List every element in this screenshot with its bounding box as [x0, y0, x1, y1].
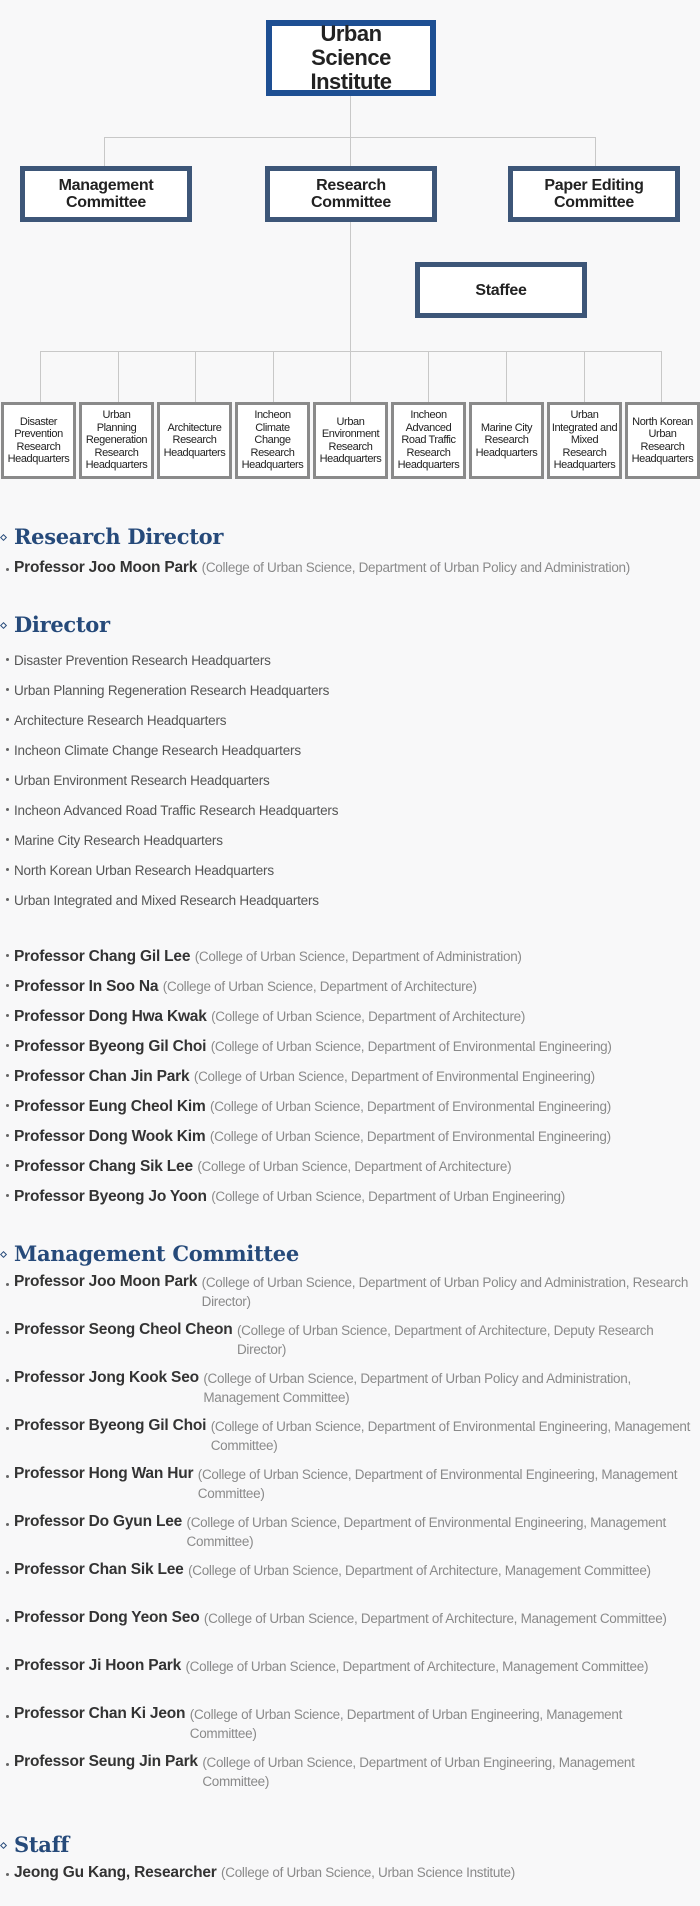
staffee-box: Staffee: [415, 262, 587, 318]
list-item: Marine City Research Headquarters: [0, 826, 700, 856]
research-director-section: [0, 524, 700, 580]
bullet-icon: [6, 1164, 9, 1167]
dept-box-urban-integrated-mixed: Urban Integrated and Mixed Research Headquarters: [547, 402, 622, 479]
bullet-icon: [6, 1523, 9, 1526]
dept-box-urban-environment: Urban Environment Research Headquarters: [313, 402, 388, 479]
bullet-icon: [6, 778, 9, 781]
dept-box-architecture: Architecture Research Headquarters: [157, 402, 232, 479]
bullet-icon: [6, 1379, 9, 1382]
list-item: Professor Chan Sik Lee (College of Urban Science, Department of Architecture, Management Committee): [0, 1559, 700, 1607]
connector-line: [584, 351, 585, 403]
list-item: Professor Byeong Gil Choi (College of Urban Science, Department of Environmental Engineering): [0, 1032, 700, 1062]
research-committee-box: Research Committee: [265, 166, 437, 222]
org-root-box: Urban Science Institute: [266, 20, 436, 96]
bullet-icon: [6, 1763, 9, 1766]
diamond-icon: [0, 1842, 7, 1849]
bullet-icon: [6, 838, 9, 841]
bullet-icon: [6, 1619, 9, 1622]
list-item: Professor Ji Hoon Park (College of Urban Science, Department of Architecture, Management Committee): [0, 1655, 700, 1703]
list-item: Jeong Gu Kang, Researcher (College of Urban Science, Urban Science Institute): [0, 1861, 700, 1885]
list-item: Urban Integrated and Mixed Research Headquarters: [0, 886, 700, 916]
connector-line: [273, 351, 274, 403]
connector-line: [104, 137, 596, 138]
bullet-icon: [6, 1667, 9, 1670]
bullet-icon: [6, 1475, 9, 1478]
bullet-icon: [6, 808, 9, 811]
bullet-icon: [6, 1194, 9, 1197]
diamond-icon: [0, 622, 7, 629]
diamond-icon: [0, 534, 7, 541]
section-heading: Staff: [0, 1832, 700, 1858]
connector-line: [195, 351, 196, 403]
connector-line: [40, 351, 662, 352]
list-item: Professor Joo Moon Park (College of Urban Science, Department of Urban Policy and Administration, Research Director): [0, 1271, 700, 1319]
bullet-icon: [6, 984, 9, 987]
connector-line: [118, 351, 119, 403]
list-item: Disaster Prevention Research Headquarters: [0, 646, 700, 676]
bullet-icon: [6, 1873, 9, 1876]
bullet-icon: [6, 1331, 9, 1334]
section-heading: Director: [0, 612, 700, 638]
list-item: Professor Byeong Gil Choi (College of Urban Science, Department of Environmental Engineering, Management Committee): [0, 1415, 700, 1463]
connector-line: [350, 96, 351, 166]
list-item: Professor Dong Wook Kim (College of Urban Science, Department of Environmental Engineering): [0, 1122, 700, 1152]
list-item: Professor Seong Cheol Cheon (College of Urban Science, Department of Architecture, Deputy Research Director): [0, 1319, 700, 1367]
bullet-icon: [6, 658, 9, 661]
dept-box-incheon-advanced-road-traffic: Incheon Advanced Road Traffic Research Headquarters: [391, 402, 466, 479]
list-item: Professor Byeong Jo Yoon (College of Urban Science, Department of Urban Engineering): [0, 1182, 700, 1212]
bullet-icon: [6, 1283, 9, 1286]
list-item: Professor Jong Kook Seo (College of Urban Science, Department of Urban Policy and Administration, Management Committee): [0, 1367, 700, 1415]
management-committee-box: Management Committee: [20, 166, 192, 222]
list-item: Professor Seung Jin Park (College of Urban Science, Department of Urban Engineering, Management Committee): [0, 1751, 700, 1799]
dept-box-marine-city: Marine City Research Headquarters: [469, 402, 544, 479]
bullet-icon: [6, 1427, 9, 1430]
list-item: Professor Eung Cheol Kim (College of Urban Science, Department of Environmental Engineering): [0, 1092, 700, 1122]
list-item: Professor Dong Yeon Seo (College of Urban Science, Department of Architecture, Management Committee): [0, 1607, 700, 1655]
bullet-icon: [6, 1715, 9, 1718]
bullet-icon: [6, 868, 9, 871]
bullet-icon: [6, 954, 9, 957]
list-item: Architecture Research Headquarters: [0, 706, 700, 736]
dept-box-urban-planning-regeneration: Urban Planning Regeneration Research Headquarters: [79, 402, 154, 479]
list-item: Professor Chang Gil Lee (College of Urban Science, Department of Administration): [0, 942, 700, 972]
list-item: Professor Chan Jin Park (College of Urban Science, Department of Environmental Engineering): [0, 1062, 700, 1092]
connector-line: [661, 351, 662, 403]
list-item: Urban Planning Regeneration Research Headquarters: [0, 676, 700, 706]
list-item: Professor Joo Moon Park (College of Urban Science, Department of Urban Policy and Administration): [0, 556, 700, 580]
bullet-icon: [6, 1104, 9, 1107]
list-item: Professor Hong Wan Hur (College of Urban Science, Department of Environmental Engineering, Management Committee): [0, 1463, 700, 1511]
dept-box-disaster-prevention: Disaster Prevention Research Headquarters: [1, 402, 76, 479]
bullet-icon: [6, 1044, 9, 1047]
diamond-icon: [0, 1251, 7, 1258]
connector-line: [350, 222, 351, 403]
list-item: Incheon Advanced Road Traffic Research Headquarters: [0, 796, 700, 826]
list-item: Professor Do Gyun Lee (College of Urban Science, Department of Environmental Engineering, Management Committee): [0, 1511, 700, 1559]
bullet-icon: [6, 1571, 9, 1574]
list-item: Incheon Climate Change Research Headquarters: [0, 736, 700, 766]
paper-editing-committee-box: Paper Editing Committee: [508, 166, 680, 222]
connector-line: [104, 137, 105, 166]
management-committee-section: [0, 1241, 700, 1799]
list-item: Professor In Soo Na (College of Urban Science, Department of Architecture): [0, 972, 700, 1002]
connector-line: [40, 351, 41, 403]
section-heading: Research Director: [0, 524, 700, 550]
list-item: North Korean Urban Research Headquarters: [0, 856, 700, 886]
dept-box-north-korean-urban: North Korean Urban Research Headquarters: [625, 402, 700, 479]
bullet-icon: [6, 718, 9, 721]
list-item: Professor Chan Ki Jeon (College of Urban Science, Department of Urban Engineering, Management Committee): [0, 1703, 700, 1751]
list-item: Urban Environment Research Headquarters: [0, 766, 700, 796]
list-item: Professor Chang Sik Lee (College of Urban Science, Department of Architecture): [0, 1152, 700, 1182]
director-section: [0, 612, 700, 1212]
bullet-icon: [6, 1074, 9, 1077]
connector-line: [595, 137, 596, 166]
bullet-icon: [6, 688, 9, 691]
bullet-icon: [6, 1134, 9, 1137]
dept-box-incheon-climate-change: Incheon Climate Change Research Headquarters: [235, 402, 310, 479]
staff-section: [0, 1832, 700, 1885]
list-item: Professor Dong Hwa Kwak (College of Urban Science, Department of Architecture): [0, 1002, 700, 1032]
connector-line: [506, 351, 507, 403]
connector-line: [428, 351, 429, 403]
bullet-icon: [6, 1014, 9, 1017]
bullet-icon: [6, 898, 9, 901]
bullet-icon: [6, 568, 9, 571]
bullet-icon: [6, 748, 9, 751]
section-heading: Management Committee: [0, 1241, 700, 1267]
